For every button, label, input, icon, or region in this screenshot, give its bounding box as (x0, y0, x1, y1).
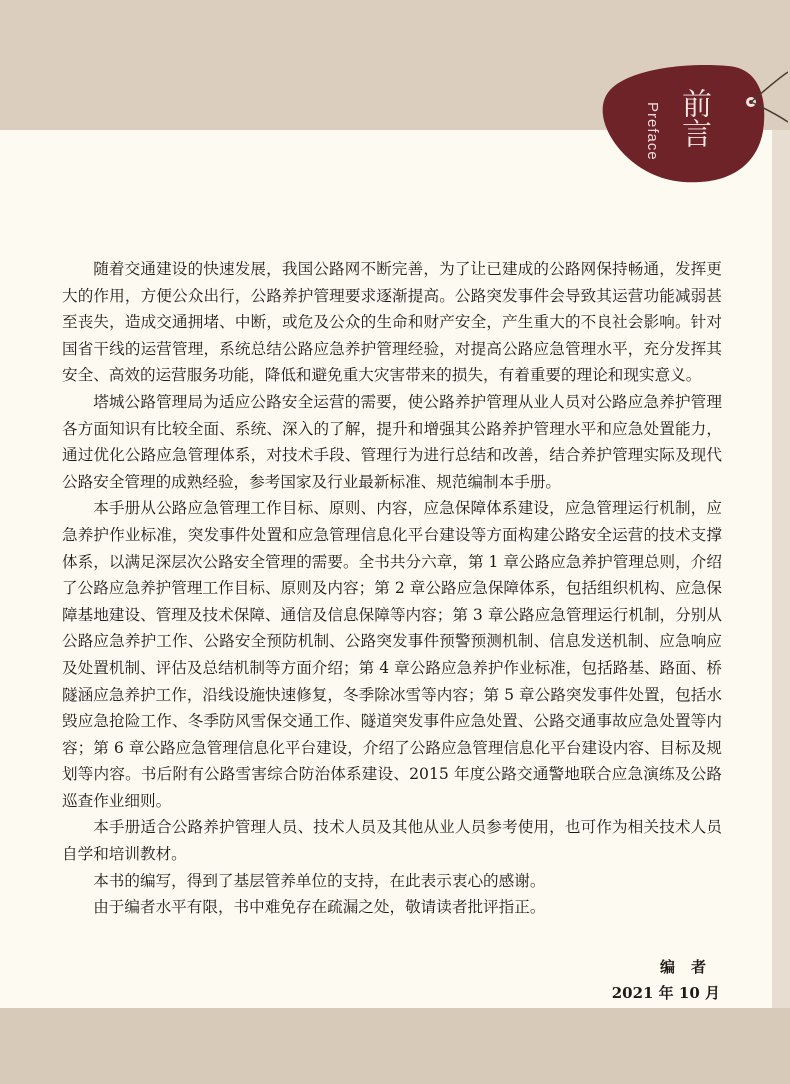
title-en: Preface (644, 102, 661, 161)
preface-body (62, 256, 722, 921)
paragraph: 随着交通建设的快速发展，我国公路网不断完善，为了让已建成的公路网保持畅通，发挥更大的作用，方便公众出行，公路养护管理要求逐渐提高。公路突发事件会导致其运营功能减弱甚至丧失，造成交通拥堵、中断，或危及公众的生命和财产安全，产生重大的不良社会影响。针对国省干线的运营管理，系统总结公路应急养护管理经验，对提高公路应急管理水平，充分发挥其安全、高效的运营服务功能，降低和避免重大灾害带来的损失，有着重要的理论和现实意义。 (62, 260, 722, 385)
signature-author: 编者 (659, 958, 722, 976)
paragraph: 本手册从公路应急管理工作目标、原则、内容，应急保障体系建设，应急管理运行机制，应急养护作业标准，突发事件处置和应急管理信息化平台建设等方面构建公路安全运营的技术支撑体系，以满足深层次公路安全管理的需要。全书共分六章，第 1 章公路应急养护管理总则，介绍了公路应急养护管理工作目标、原则及内容；第 2 章公路应急保障体系，包括组织机构、应急保障基地建设、管理及技术保障、通信及信息保障等内容；第 3 章公路应急管理运行机制，分别从公路应急养护工作、公路安全预防机制、公路突发事件预警预测机制、信息发送机制、应急响应及处置机制、评估及总结机制等方面介绍；第 4 章公路应急养护作业标准，包括路基、路面、桥隧涵应急养护工作，沿线设施快速修复，冬季除冰雪等内容；第 5 章公路突发事件处置，包括水毁应急抢险工作、冬季防风雪保交通工作、隧道突发事件应急处置、公路交通事故应急处置等内容；第 6 章公路应急管理信息化平台建设，介绍了公路应急管理信息化平台建设内容、目标及规划等内容。书后附有公路雪害综合防治体系建设、2015 年度公路交通警地联合应急演练及公路巡查作业细则。 (62, 499, 722, 810)
paragraph: 本手册适合公路养护管理人员、技术人员及其他从业人员参考使用，也可作为相关技术人员自学和培训教材。 (62, 818, 722, 864)
signature (560, 954, 720, 1006)
paragraph: 塔城公路管理局为适应公路安全运营的需要，使公路养护管理从业人员对公路应急养护管理各方面知识有比较全面、系统、深入的了解，提升和增强其公路养护管理水平和应急处置能力，通过优化公路应急管理体系，对技术手段、管理行为进行总结和改善，结合养护管理实际及现代公路安全管理的成熟经验，参考国家及行业最新标准、规范编制本手册。 (62, 392, 722, 491)
paragraph: 本书的编写，得到了基层管养单位的支持，在此表示衷心的感谢。 (93, 871, 546, 890)
paragraph: 由于编者水平有限，书中难免存在疏漏之处，敬请读者批评指正。 (93, 898, 546, 917)
title-zh: 前言 (676, 88, 711, 148)
bottom-band (0, 1008, 790, 1084)
signature-date: 2021 年 10 月 (611, 984, 720, 1002)
page-edge (772, 130, 790, 1008)
